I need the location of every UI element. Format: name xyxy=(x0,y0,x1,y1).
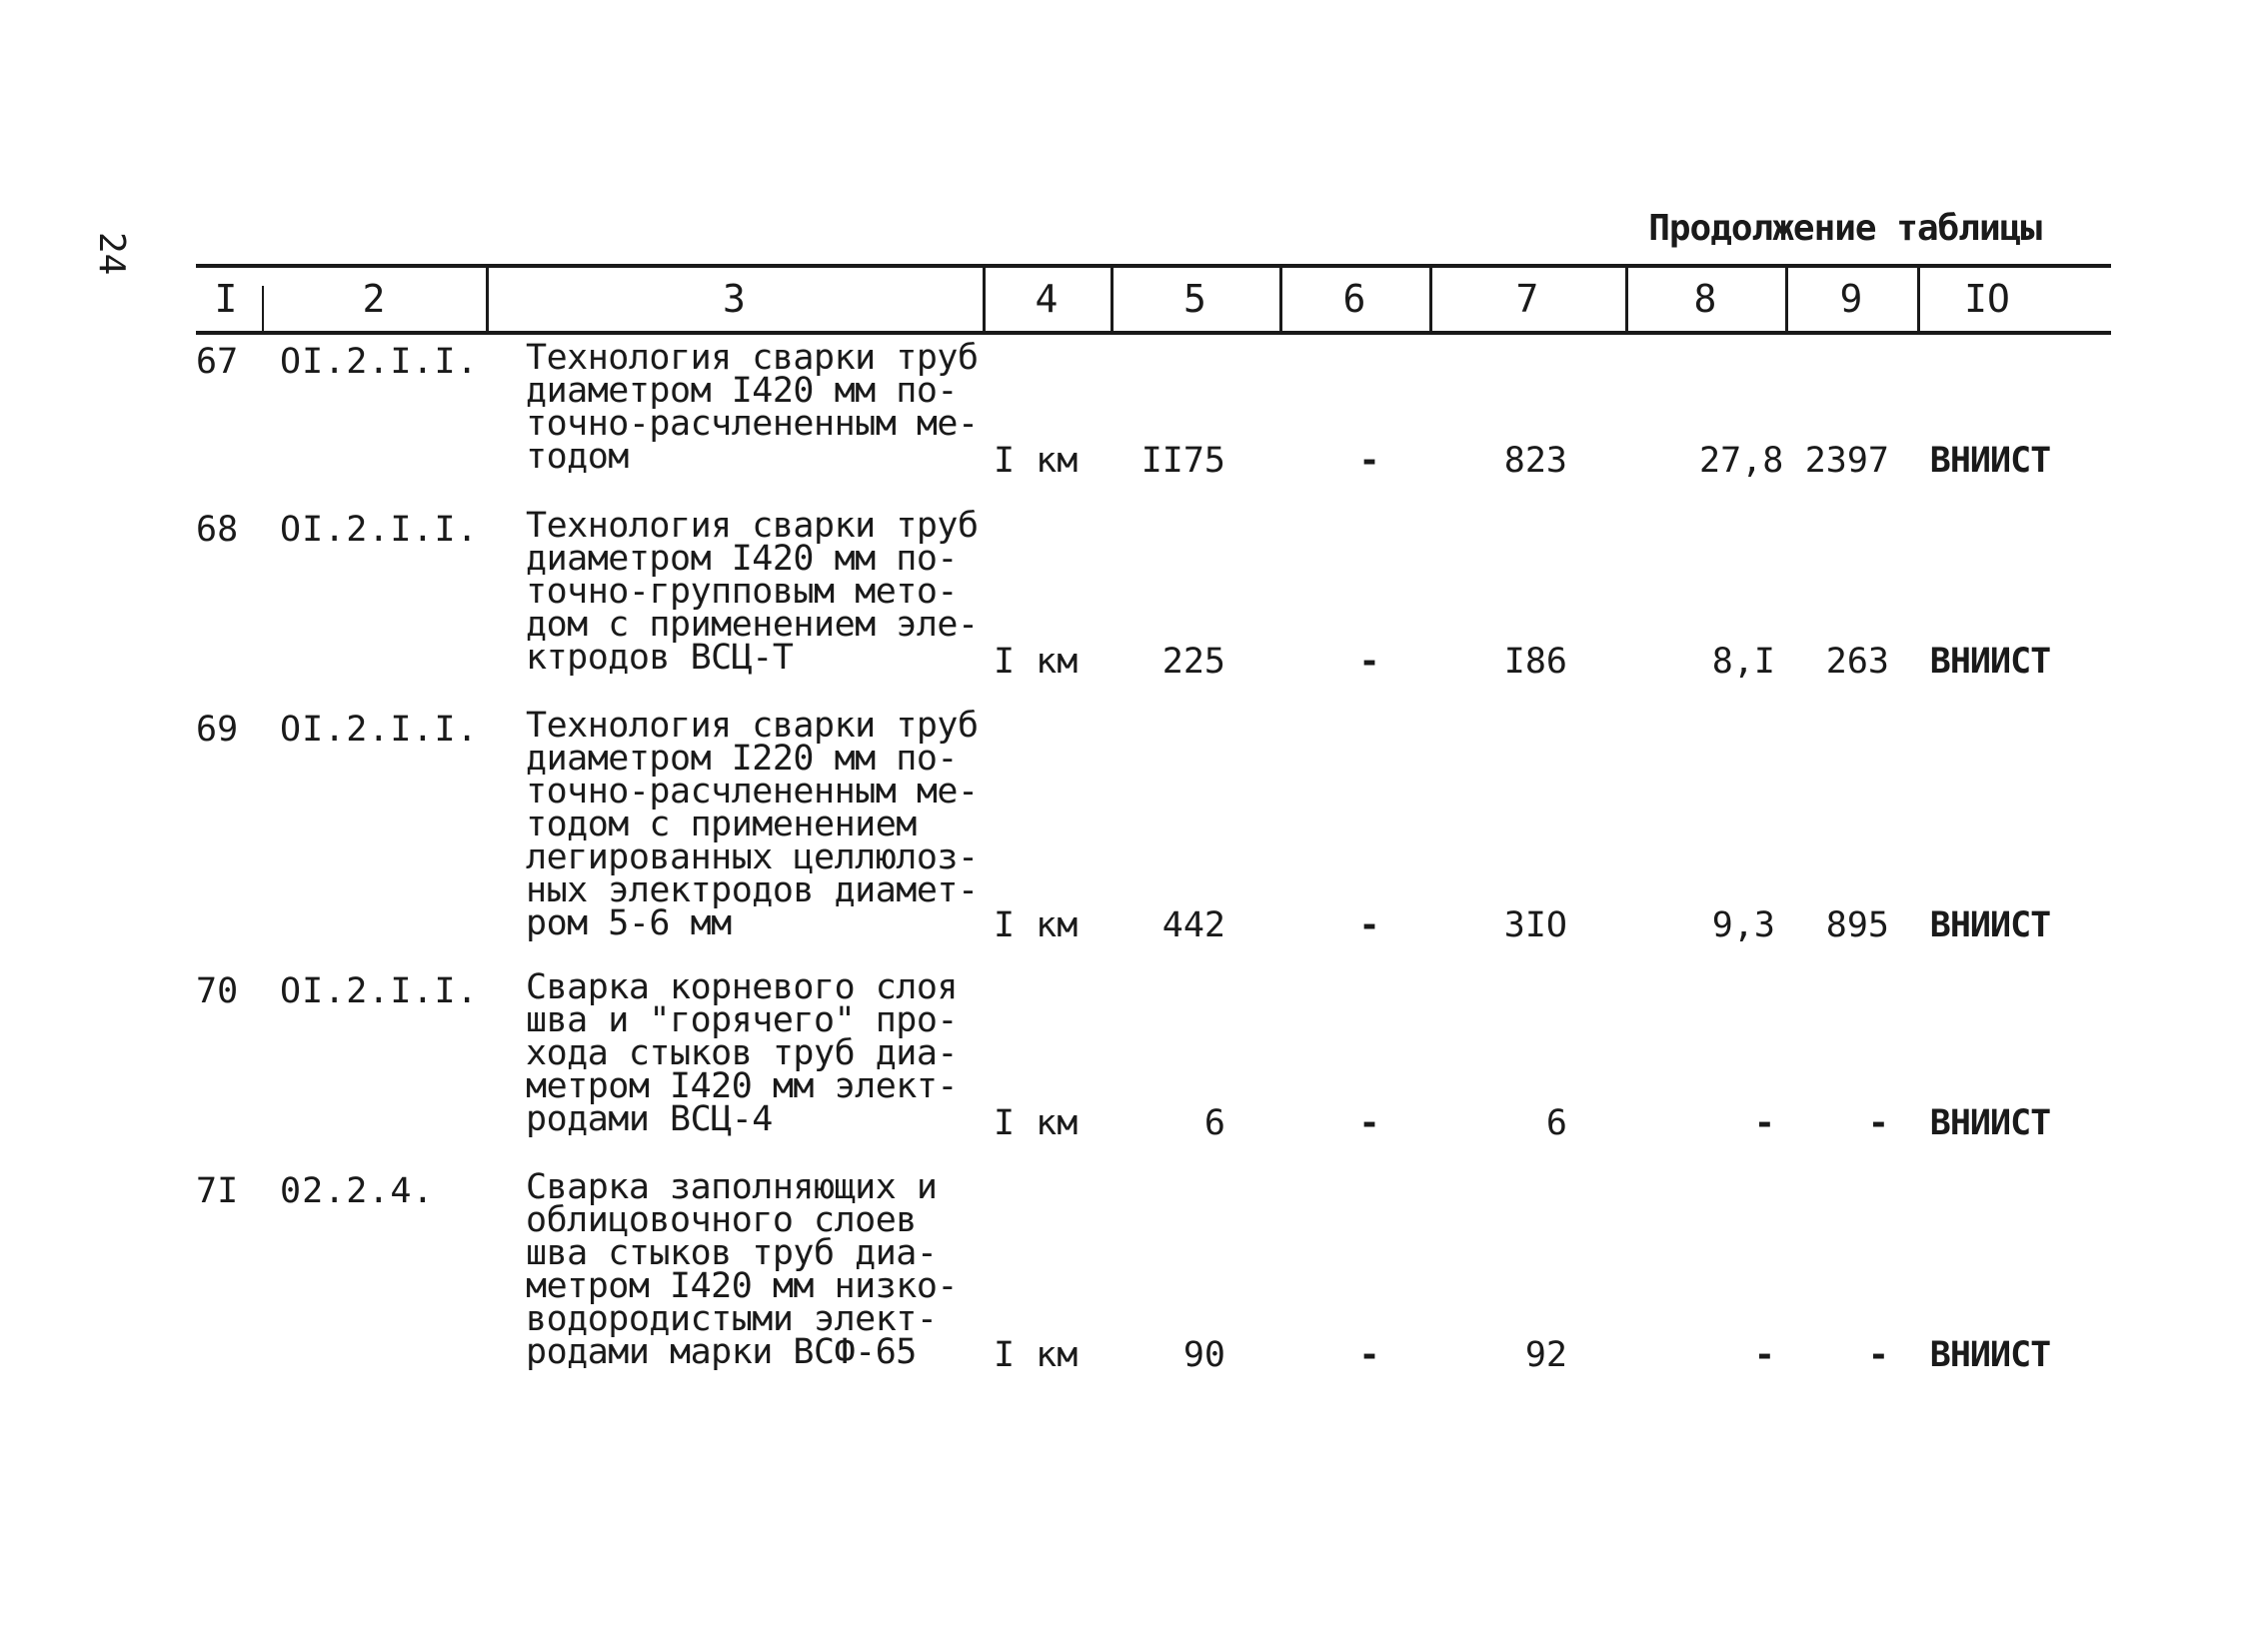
header-col-9: 9 xyxy=(1839,277,1863,321)
description-line: водородистыми элект- xyxy=(526,1299,938,1339)
header-col-7: 7 xyxy=(1515,277,1539,321)
row-value-col8: 9,3 xyxy=(1711,905,1775,945)
description-line: легированных целлюлоз- xyxy=(526,837,979,877)
row-code: OI.2.I.I. xyxy=(280,971,479,1011)
row-value-col10: ВНИИСТ xyxy=(1929,1335,2051,1375)
header-col-8: 8 xyxy=(1693,277,1717,321)
row-description xyxy=(526,967,959,1139)
row-value-col10: ВНИИСТ xyxy=(1929,642,2051,682)
description-line: ктродов ВСЦ-Т xyxy=(526,638,794,678)
row-value-col5: 225 xyxy=(1161,642,1225,682)
row-description xyxy=(526,506,979,678)
description-line: Технология сварки труб xyxy=(526,338,979,378)
row-code: 02.2.4. xyxy=(280,1171,435,1211)
row-value-col8: 27,8 xyxy=(1699,441,1784,481)
row-value-col9: - xyxy=(1867,1335,1889,1375)
row-value-col8: 8,I xyxy=(1711,642,1775,682)
description-line: шва и "горячего" про- xyxy=(526,1000,959,1040)
description-line: дом с применением эле- xyxy=(526,605,979,645)
row-unit: I км xyxy=(994,1335,1079,1375)
row-description xyxy=(526,338,979,477)
description-line: Технология сварки труб xyxy=(526,506,979,546)
row-value-col7: 823 xyxy=(1503,441,1567,481)
row-value-col9: - xyxy=(1867,1103,1889,1143)
description-line: родами марки ВСФ-65 xyxy=(526,1332,917,1372)
row-number: 68 xyxy=(196,510,239,550)
row-unit: I км xyxy=(994,905,1079,945)
row-number: 70 xyxy=(196,971,239,1011)
row-value-col8: - xyxy=(1753,1103,1775,1143)
row-value-col7: 6 xyxy=(1545,1103,1567,1143)
row-value-col5: 442 xyxy=(1161,905,1225,945)
description-line: тодом xyxy=(526,437,629,477)
row-unit: I км xyxy=(994,642,1079,682)
description-line: Сварка заполняющих и xyxy=(526,1167,938,1207)
row-value-col7: 92 xyxy=(1524,1335,1567,1375)
row-number: 7I xyxy=(196,1171,239,1211)
description-line: точно-групповым мето- xyxy=(526,572,959,612)
description-line: точно-расчлененным ме- xyxy=(526,772,979,812)
header-col-10: IO xyxy=(1964,277,2010,321)
row-number: 67 xyxy=(196,342,239,382)
row-value-col9: 263 xyxy=(1825,642,1889,682)
row-value-col7: 3IO xyxy=(1503,905,1567,945)
row-value-col5: II75 xyxy=(1140,441,1225,481)
description-line: ром 5-6 мм xyxy=(526,903,732,943)
description-line: точно-расчлененным ме- xyxy=(526,404,979,444)
description-line: диаметром I420 мм по- xyxy=(526,371,959,411)
row-code: OI.2.I.I. xyxy=(280,710,479,750)
description-line: Технология сварки труб xyxy=(526,706,979,746)
row-code: OI.2.I.I. xyxy=(280,342,479,382)
row-value-col6: - xyxy=(1358,642,1380,682)
description-line: тодом с применением xyxy=(526,805,917,844)
header-col-3: 3 xyxy=(723,277,746,321)
description-line: облицовочного слоев xyxy=(526,1200,917,1240)
row-value-col10: ВНИИСТ xyxy=(1929,1103,2051,1143)
description-line: Сварка корневого слоя xyxy=(526,967,959,1007)
row-value-col10: ВНИИСТ xyxy=(1929,441,2051,481)
row-value-col6: - xyxy=(1358,1103,1380,1143)
row-unit: I км xyxy=(994,441,1079,481)
header-col-5: 5 xyxy=(1183,277,1206,321)
description-line: шва стыков труб диа- xyxy=(526,1233,938,1273)
row-value-col9: 2397 xyxy=(1804,441,1889,481)
row-value-col5: 6 xyxy=(1203,1103,1225,1143)
header-col-2: 2 xyxy=(362,277,386,321)
row-value-col6: - xyxy=(1358,1335,1380,1375)
row-value-col10: ВНИИСТ xyxy=(1929,905,2051,945)
row-code: OI.2.I.I. xyxy=(280,510,479,550)
description-line: метром I420 мм низко- xyxy=(526,1266,959,1306)
row-value-col6: - xyxy=(1358,905,1380,945)
row-value-col6: - xyxy=(1358,441,1380,481)
row-value-col9: 895 xyxy=(1825,905,1889,945)
row-value-col5: 90 xyxy=(1182,1335,1225,1375)
header-col-1: I xyxy=(214,277,238,321)
table-header xyxy=(196,268,2111,331)
page-number: 24 xyxy=(91,232,132,276)
header-col-4: 4 xyxy=(1035,277,1059,321)
row-value-col7: I86 xyxy=(1503,642,1567,682)
description-line: диаметром I420 мм по- xyxy=(526,539,959,579)
row-unit: I км xyxy=(994,1103,1079,1143)
row-description xyxy=(526,1167,959,1372)
description-line: ных электродов диамет- xyxy=(526,870,979,910)
description-line: хода стыков труб диа- xyxy=(526,1033,959,1073)
row-value-col8: - xyxy=(1753,1335,1775,1375)
description-line: диаметром I220 мм по- xyxy=(526,739,959,779)
row-number: 69 xyxy=(196,710,239,750)
description-line: родами ВСЦ-4 xyxy=(526,1099,773,1139)
row-description xyxy=(526,706,979,943)
description-line: метром I420 мм элект- xyxy=(526,1066,959,1106)
table-header-rule xyxy=(196,331,2111,335)
header-col-6: 6 xyxy=(1342,277,1366,321)
table-continuation-caption: Продолжение таблицы xyxy=(1648,208,2041,249)
